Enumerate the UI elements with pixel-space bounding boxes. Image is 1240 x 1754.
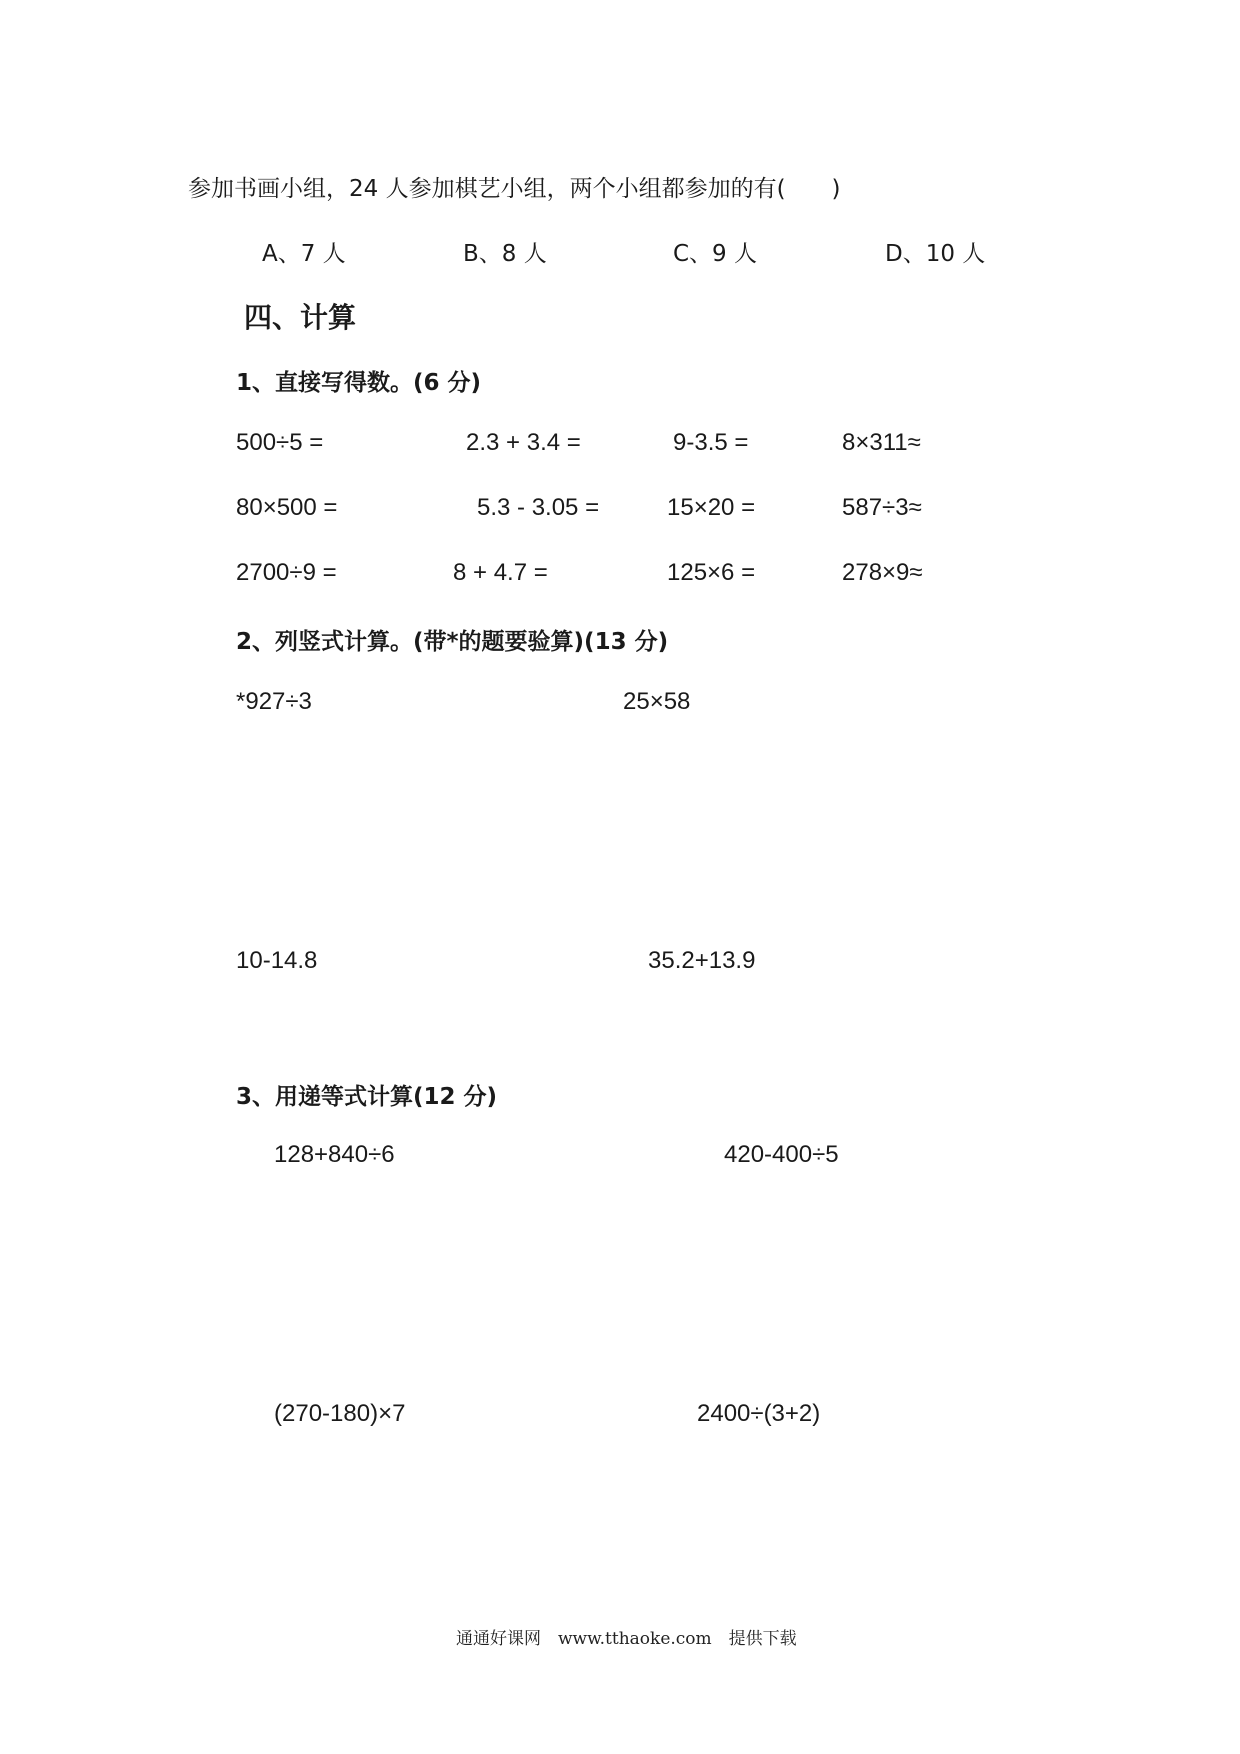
stepwise-calc-item: 420-400÷5	[724, 1141, 839, 1168]
vertical-calc-item: 35.2+13.9	[648, 947, 756, 974]
option-c: C、9 人	[673, 241, 758, 267]
expression: 5.3 - 3.05 =	[477, 494, 600, 521]
expression: 500÷5 =	[236, 429, 324, 456]
stepwise-calc-item: 2400÷(3+2)	[697, 1400, 821, 1427]
expression: 15×20 =	[667, 494, 756, 521]
expression: 80×500 =	[236, 494, 338, 521]
question-tail-text: 参加书画小组，24 人参加棋艺小组，两个小组都参加的有( )	[188, 176, 841, 202]
expression: 125×6 =	[667, 559, 756, 586]
stepwise-calc-item: (270-180)×7	[274, 1400, 406, 1427]
expression: 587÷3≈	[842, 494, 922, 521]
section-title: 四、计算	[244, 301, 357, 334]
part1-title: 1、直接写得数。(6 分)	[236, 370, 482, 396]
vertical-calc-item: 10-14.8	[236, 947, 318, 974]
option-a: A、7 人	[262, 241, 346, 267]
vertical-calc-item: 25×58	[623, 688, 691, 715]
expression: 2700÷9 =	[236, 559, 337, 586]
vertical-calc-item: *927÷3	[236, 688, 312, 715]
expression: 278×9≈	[842, 559, 923, 586]
footer-text: 通通好课网 www.tthaoke.com 提供下载	[456, 1629, 797, 1649]
part3-title: 3、用递等式计算(12 分)	[236, 1084, 498, 1110]
expression: 8×311≈	[842, 429, 921, 456]
option-b: B、8 人	[463, 241, 547, 267]
option-d: D、10 人	[885, 241, 986, 267]
expression: 8 + 4.7 =	[453, 559, 548, 586]
part2-title: 2、列竖式计算。(带*的题要验算)(13 分)	[236, 629, 669, 655]
expression: 2.3 + 3.4 =	[466, 429, 581, 456]
expression: 9-3.5 =	[673, 429, 749, 456]
stepwise-calc-item: 128+840÷6	[274, 1141, 395, 1168]
